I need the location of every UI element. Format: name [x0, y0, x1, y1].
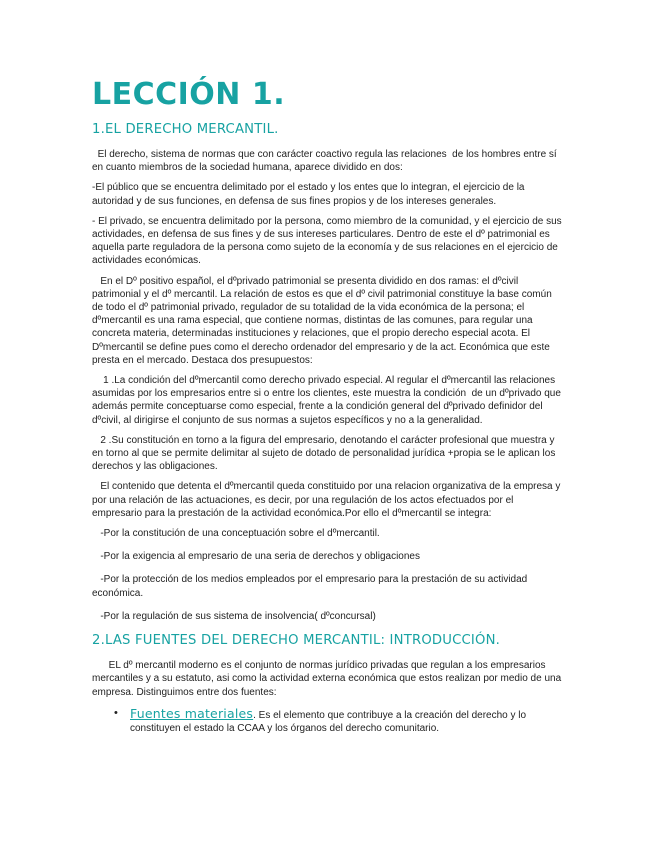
sources-list: [92, 707, 562, 735]
paragraph: El derecho, sistema de normas que con carácter coactivo regula las relaciones de los hombres entre sí en cuanto miembros de la sociedad humana, aparece dividido en dos:: [92, 149, 560, 174]
paragraph: EL dº mercantil moderno es el conjunto de normas jurídico privadas que regulan a los empresarios mercantiles y a su estatuto, asi como la actividad externa económica que estos realizan por medio de una empresa. Distinguimos entre dos fuentes:: [92, 660, 564, 698]
paragraph: 1 .La condición del dºmercantil como derecho privado especial. Al regular el dºmercantil las relaciones asumidas por los empresarios entre si o entre los clientes, este muestra la condición de un dºprivado que además permite conceptuarse como especial, frente a la condición general del dºprivado definidor del dºcivil, al dirigirse el conjunto de sus normas a sujetos específicos y no a la generalidad.: [92, 375, 564, 426]
paragraph: En el Dº positivo español, el dºprivado patrimonial se presenta dividido en dos ramas: el dºcivil patrimonial y el dº mercantil. La relación de estos es que el dº civil patrimonial constituye la base común de todo el dº patrimonial privado, regulador de su totalidad de la vida económica de la persona; el dºmercantil es una rama especial, que contiene normas, distintas de las comunes, para regular una concreta materia, determinadas instituciones y relaciones, que el propio derecho especial acota. El Dºmercantil se define pues como el derecho ordenador del empresario y de la act. Económica que este presta en el mercado. Destaca dos presupuestos:: [92, 275, 555, 366]
paragraph: -El público que se encuentra delimitado por el estado y los entes que lo integran, el ejercicio de la autoridad y de sus funciones, en defensa de sus fines propios y de los intereses generales.: [92, 182, 528, 207]
document-content: [92, 77, 565, 735]
list-line: -Por la exigencia al empresario de una seria de derechos y obligaciones: [92, 551, 420, 563]
section-heading-2: 2.LAS FUENTES DEL DERECHO MERCANTIL: INTRODUCCIÓN.: [92, 633, 501, 649]
fuentes-materiales-link[interactable]: Fuentes materiales: [130, 705, 254, 721]
section-heading-1: 1.EL DERECHO MERCANTIL.: [92, 122, 279, 137]
list-line: -Por la regulación de sus sistema de insolvencia( dºconcursal): [92, 610, 376, 622]
list-item-text: . Es el elemento que contribuye a la creación del derecho y lo constituyen el estado la CCAA y los órganos del derecho comunitario.: [130, 709, 527, 734]
paragraph: - El privado, se encuentra delimitado por la persona, como miembro de la comunidad, y el ejercicio de sus actividades, en defensa de sus fines y de sus intereses particulares. Dentro de este el dº patrimonial es aquella parte reguladora de la persona como sujeto de la economía y de sus relaciones en el ejercicio de actividades económicas.: [92, 215, 565, 267]
lesson-title: LECCIÓN 1.: [92, 77, 286, 112]
paragraph: 2 .Su constitución en torno a la figura del empresario, denotando el carácter profesional que muestra y en torno al que se permite delimitar al sujeto de dotado de personalidad jurídica +propia se le aplican los derechos y las obligaciones.: [92, 434, 559, 473]
list-item: [92, 707, 562, 735]
list-line: -Por la protección de los medios empleados por el empresario para la prestación de su actividad económica.: [92, 574, 531, 599]
bullet-icon: •: [114, 706, 118, 719]
list-line: -Por la constitución de una conceptuación sobre el dºmercantil.: [92, 528, 380, 540]
paragraph: El contenido que detenta el dºmercantil queda constituido por una relacion organizativa de la empresa y por una relación de las actuaciones, es decir, por una regulación de los actos efectuados por el empresario para la prestación de la actividad económica.Por ello el dºmercantil se integra:: [92, 481, 564, 519]
